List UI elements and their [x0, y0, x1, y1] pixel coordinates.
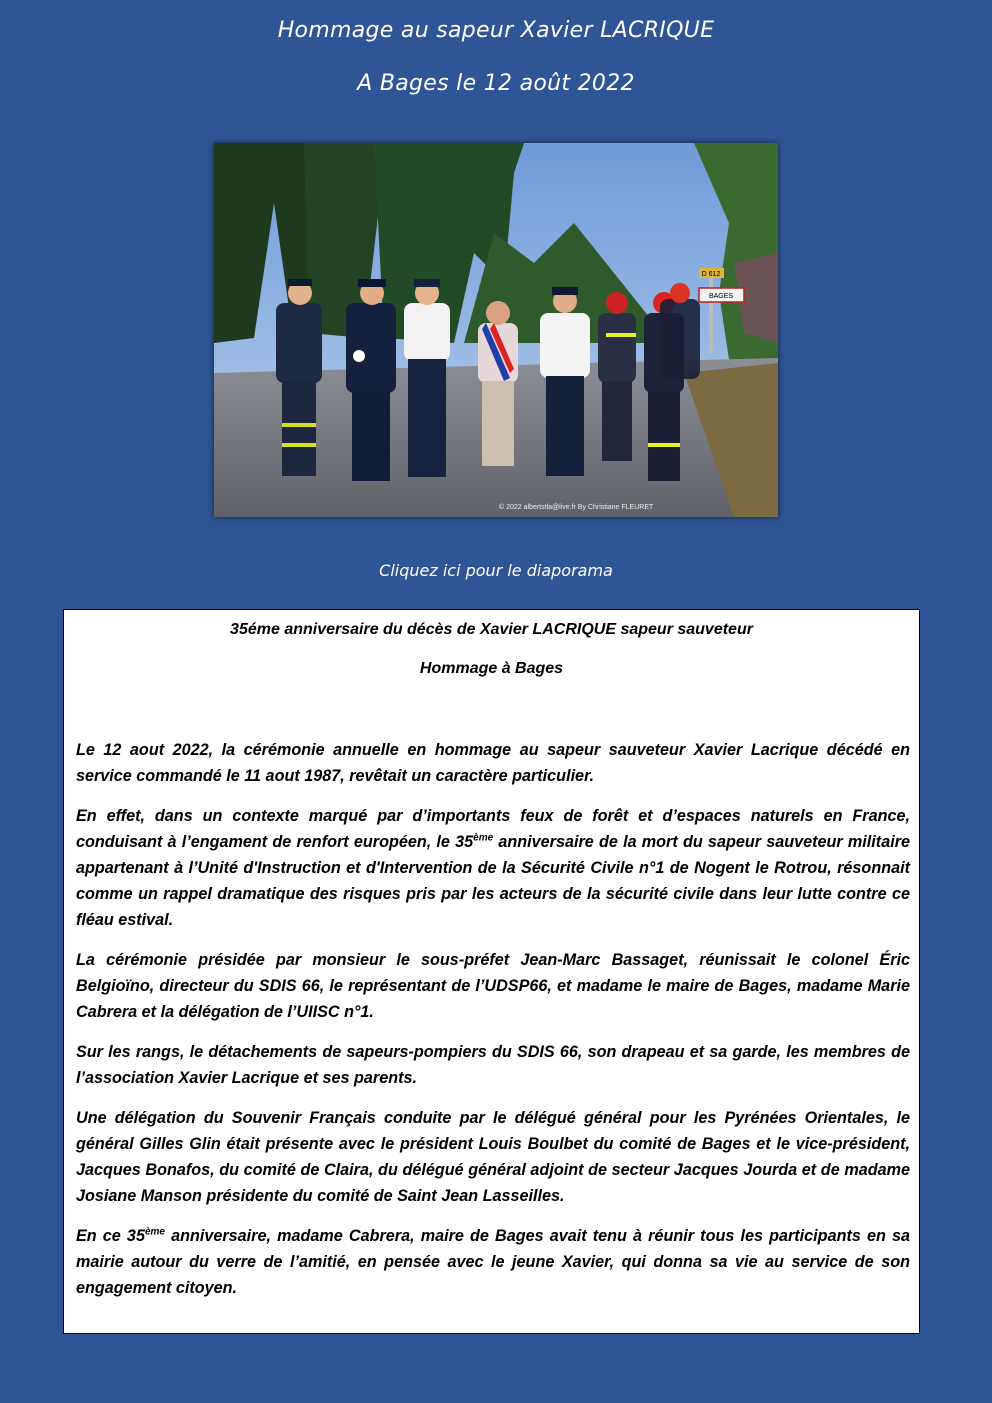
article-subheading: Hommage à Bages — [419, 660, 564, 677]
article-box — [63, 609, 920, 1334]
paragraph-5: Une délégation du Souvenir Français conduite par le délégué général pour les Pyrénées Orientales, le général Gilles Glin était présente avec le président Louis Boulbet du comité de Bages et le vice-président, Jacques Bonafos, du comité de Claira, du délégué général adjoint de secteur Jacques Jourda et de madame Josiane Manson présidente du comité de Saint Jean Lasseilles. — [76, 1109, 910, 1205]
road-sign-number: D 612 — [701, 271, 721, 278]
ceremony-photo — [214, 143, 778, 517]
paragraph-1: Le 12 aout 2022, la cérémonie annuelle en hommage au sapeur sauveteur Xavier Lacrique décédé en service commandé le 11 aout 1987, revêtait un caractère particulier. — [76, 741, 910, 785]
article-body — [76, 737, 910, 1315]
page-title: Hommage au sapeur Xavier LACRIQUE — [277, 18, 715, 43]
paragraph-6: En ce 35ème anniversaire, madame Cabrera, maire de Bages avait tenu à réunir tous les participants en sa mairie autour du verre de l’amitié, en pensée avec le jeune Xavier, qui donna sa vie au service de son engagement citoyen. — [76, 1226, 910, 1297]
paragraph-2: En effet, dans un contexte marqué par d’importants feux de forêt et d’espaces naturels en France, conduisant à l’engament de renfort européen, le 35ème anniversaire de la mort du sapeur sauveteur militaire appartenant à l’Unité d'Instruction et d'Intervention de la Sécurité Civile n°1 de Nogent le Rotrou, résonnait comme un rappel dramatique des risques pris par les acteurs de la sécurité civile dans leur lutte contre ce fléau estival. — [76, 807, 910, 929]
article-heading: 35éme anniversaire du décès de Xavier LACRIQUE sapeur sauveteur — [230, 621, 753, 638]
paragraph-4: Sur les rangs, le détachements de sapeurs-pompiers du SDIS 66, son drapeau et sa garde, les membres de l’association Xavier Lacrique et ses parents. — [76, 1043, 910, 1087]
slideshow-link[interactable]: Cliquez ici pour le diaporama — [379, 561, 613, 580]
photo-credit: © 2022 albertstla@live.fr By Christiane FLEURET — [499, 504, 654, 511]
paragraph-3: La cérémonie présidée par monsieur le sous-préfet Jean-Marc Bassaget, réunissait le colonel Éric Belgioïno, directeur du SDIS 66, le représentant de l’UDSP66, et madame le maire de Bages, madame Marie Cabrera et la délégation de l’UIISC n°1. — [76, 951, 910, 1021]
page-subtitle: A Bages le 12 août 2022 — [357, 71, 635, 96]
road-sign-town: BAGES — [708, 293, 734, 300]
